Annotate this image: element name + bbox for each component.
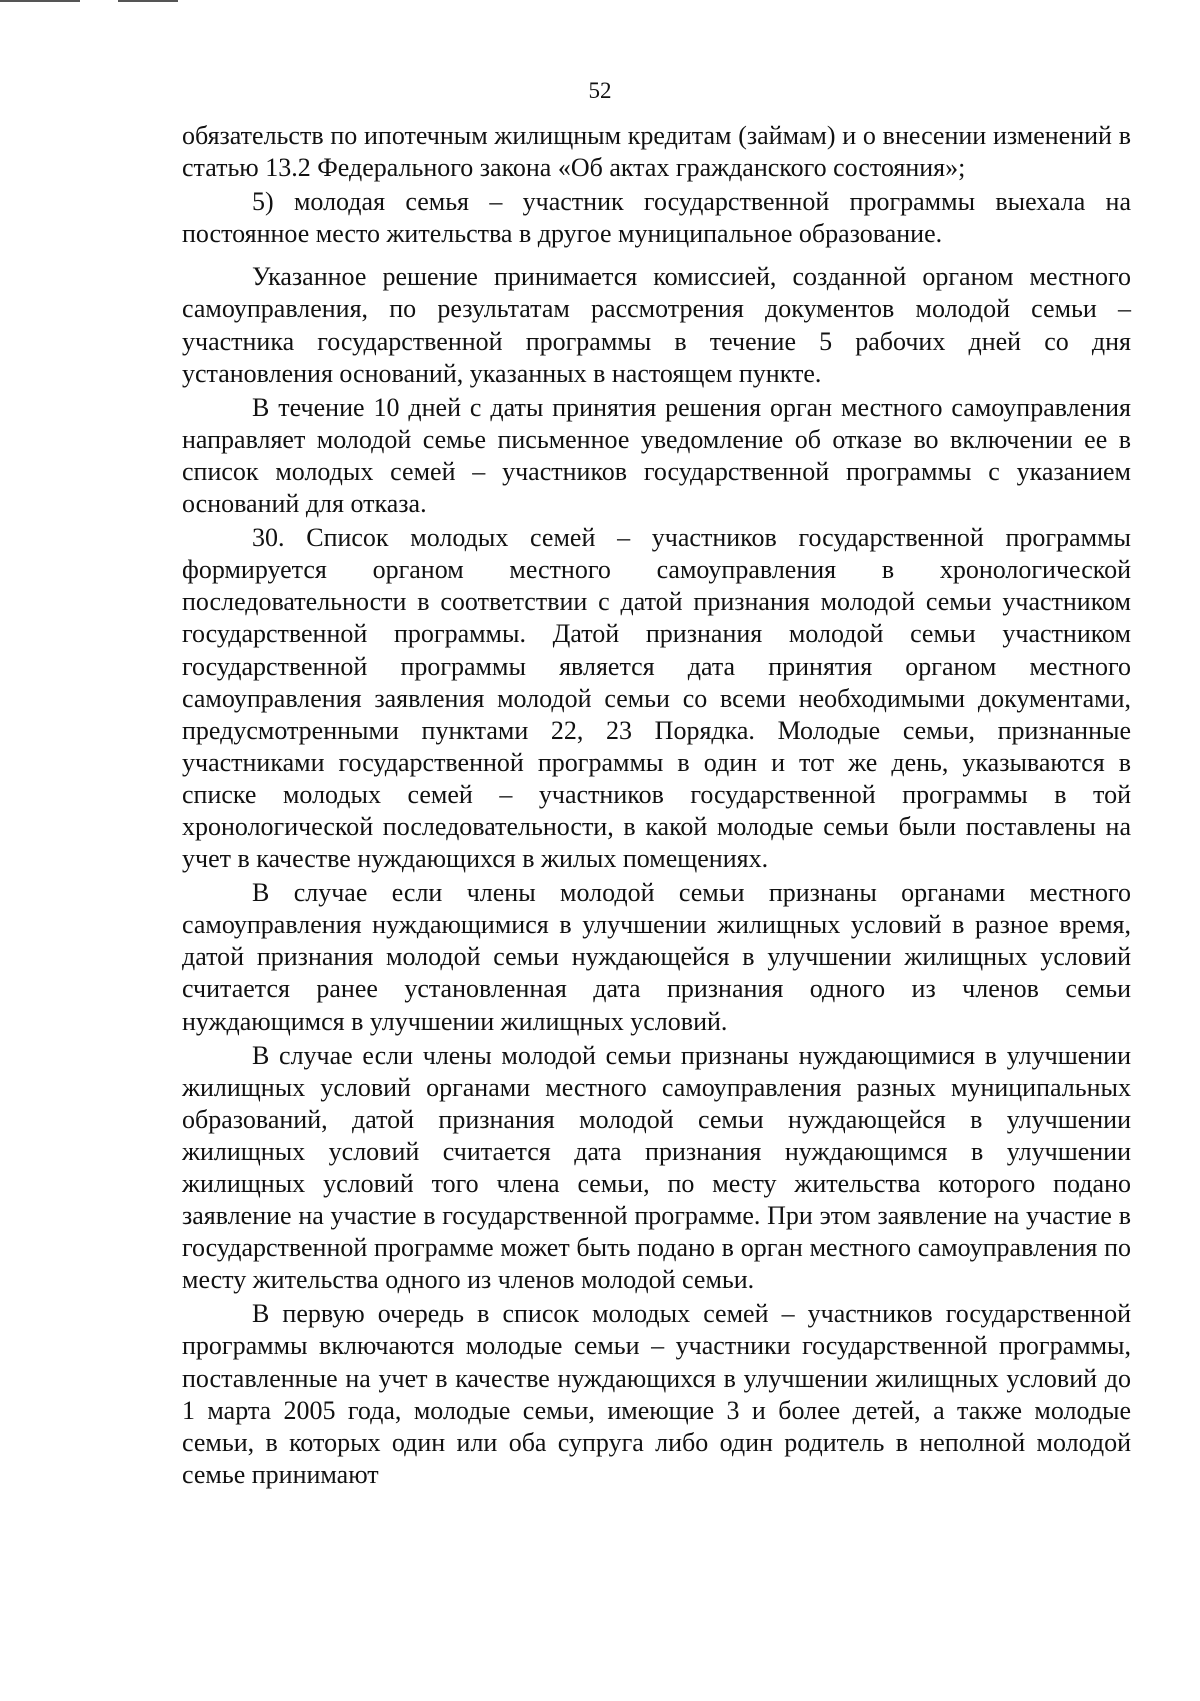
paragraph-section-30: 30. Список молодых семей – участников государственной программы формируется органом местного самоуправления в хронологической последовательности в соответствии с датой признания молодой семьи участником государственной программы. Датой признания молодой семьи участником государственной программы является дата принятия органом местного самоуправления заявления молодой семьи со всеми необходимыми документами, предусмотренными пунктами 22, 23 Порядка. Молодые семьи, признанные участниками государственной программы в один и тот же день, указываются в списке молодых семей – участников государственной программы в той хронологической последовательности, в какой молодые семьи были поставлены на учет в качестве нуждающихся в жилых помещениях. bbox=[182, 523, 1131, 874]
paragraph-continuation: обязательств по ипотечным жилищным кредитам (займам) и о внесении изменений в статью 13.2 Федерального закона «Об актах гражданского состояния»; bbox=[182, 121, 1131, 183]
paragraph-different-time: В случае если члены молодой семьи признаны органами местного самоуправления нуждающимися в улучшении жилищных условий в разное время, датой признания молодой семьи нуждающейся в улучшении жилищных условий считается ранее установленная дата признания одного из членов семьи нуждающимся в улучшении жилищных условий. bbox=[182, 878, 1131, 1036]
scan-artifact-line bbox=[118, 0, 178, 2]
paragraph-item-5: 5) молодая семья – участник государственной программы выехала на постоянное место жительства в другое муниципальное образование. bbox=[182, 187, 1131, 249]
paragraph-notification: В течение 10 дней с даты принятия решения орган местного самоуправления направляет молодой семье письменное уведомление об отказе во включении ее в список молодых семей – участников государственной программы с указанием оснований для отказа. bbox=[182, 392, 1131, 519]
page-number: 52 bbox=[588, 78, 612, 103]
scan-artifact-line bbox=[0, 0, 80, 2]
paragraph-decision: Указанное решение принимается комиссией, созданной органом местного самоуправления, по результатам рассмотрения документов молодой семьи – участника государственной программы в течение 5 рабочих дней со дня установления оснований, указанных в настоящем пункте. bbox=[182, 262, 1131, 388]
paragraph-priority: В первую очередь в список молодых семей – участников государственной программы включаются молодые семьи – участники государственной программы, поставленные на учет в качестве нуждающихся в улучшении жилищных условий до 1 марта 2005 года, молодые семьи, имеющие 3 и более детей, а также молодые семьи, в которых один или оба супруга либо один родитель в неполной молодой семье принимают bbox=[182, 1299, 1131, 1489]
paragraph-different-municipalities: В случае если члены молодой семьи признаны нуждающимися в улучшении жилищных условий органами местного самоуправления разных муниципальных образований, датой признания молодой семьи нуждающейся в улучшении жилищных условий считается дата признания нуждающимся в улучшении жилищных условий того члена семьи, по месту жительства которого подано заявление на участие в государственной программе. При этом заявление на участие в государственной программе может быть подано в орган местного самоуправления по месту жительства одного из членов молодой семьи. bbox=[182, 1040, 1131, 1295]
document-body bbox=[182, 120, 1131, 1491]
